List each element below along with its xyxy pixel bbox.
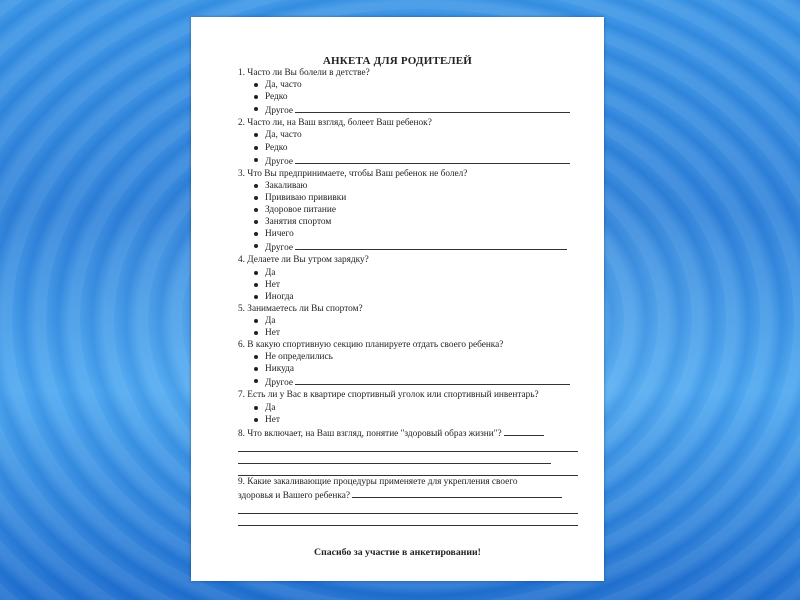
question-9-cont [238,488,578,502]
option-label: Редко [265,92,288,103]
bullet-icon [254,158,258,162]
option-item [238,103,578,117]
option-label: Да [265,402,276,413]
option-item [238,216,578,228]
option-label: Прививаю прививки [265,192,347,203]
bullet-icon [254,107,258,111]
bullet-icon [254,83,258,87]
option-label: Закаливаю [265,180,308,191]
option-label: Редко [265,142,288,153]
question-8 [238,426,578,440]
bullet-icon [254,355,258,359]
option-item [238,414,578,426]
option-item [238,129,578,141]
answer-line [504,426,544,436]
option-label: Другое [265,156,293,167]
thanks-note: Спасибо за участие в анкетировании! [314,547,481,558]
bullet-icon [254,271,258,275]
bullet-icon [254,406,258,410]
option-item [238,204,578,216]
answer-line [295,103,570,113]
option-item [238,180,578,192]
option-item [238,351,578,363]
option-item [238,240,578,254]
answer-line [295,154,570,164]
option-item [238,363,578,375]
bullet-icon [254,146,258,150]
question-9: 9. Какие закаливающие процедуры применяете для укрепления своего [238,477,518,488]
answer-line [238,464,578,476]
bullet-icon [254,244,258,248]
question-2: 2. Часто ли, на Ваш взгляд, болеет Ваш ребенок? [238,118,432,129]
option-item [238,279,578,291]
bullet-icon [254,379,258,383]
answer-line [238,514,578,526]
option-label: Нет [265,327,280,338]
option-label: Ничего [265,229,294,240]
option-label: Да [265,267,276,278]
bullet-icon [254,418,258,422]
option-item [238,192,578,204]
answer-line [238,502,578,514]
bullet-icon [254,208,258,212]
question-9-text2: здоровья и Вашего ребенка? [238,491,350,502]
option-label: Другое [265,106,293,117]
option-label: Да [265,315,276,326]
option-label: Да, часто [265,80,302,91]
bullet-icon [254,331,258,335]
answer-line [238,440,578,452]
answer-line [352,488,562,498]
question-6: 6. В какую спортивную секцию планируете отдать своего ребенка? [238,340,504,351]
option-label: Другое [265,378,293,389]
option-item [238,327,578,339]
questionnaire-body [238,67,578,526]
option-label: Иногда [265,291,294,302]
question-8-text: 8. Что включает, на Ваш взгляд, понятие "здоровый образ жизни"? [238,428,502,439]
option-label: Нет [265,414,280,425]
option-label: Занятия спортом [265,217,332,228]
option-label: Не определились [265,352,333,363]
option-item [238,291,578,303]
question-1: 1. Часто ли Вы болели в детстве? [238,68,370,78]
option-item [238,228,578,240]
question-4: 4. Делаете ли Вы утром зарядку? [238,255,369,266]
bullet-icon [254,133,258,137]
option-item [238,142,578,154]
questionnaire-page [191,17,604,581]
bullet-icon [254,95,258,99]
option-item [238,267,578,279]
bullet-icon [254,220,258,224]
option-label: Другое [265,243,293,254]
option-item [238,154,578,168]
option-label: Никуда [265,364,294,375]
answer-line [238,452,551,464]
option-item [238,91,578,103]
bullet-icon [254,367,258,371]
option-label: Здоровое питание [265,205,336,216]
page-title: АНКЕТА ДЛЯ РОДИТЕЛЕЙ [322,55,473,67]
question-3: 3. Что Вы предпринимаете, чтобы Ваш ребенок не болел? [238,168,468,179]
option-item [238,315,578,327]
bullet-icon [254,319,258,323]
option-label: Нет [265,279,280,290]
answer-line [295,240,567,250]
bullet-icon [254,295,258,299]
question-7: 7. Есть ли у Вас в квартире спортивный уголок или спортивный инвентарь? [238,390,539,401]
bullet-icon [254,196,258,200]
option-item [238,79,578,91]
question-5: 5. Занимаетесь ли Вы спортом? [238,303,363,314]
bullet-icon [254,283,258,287]
option-item [238,402,578,414]
option-label: Да, часто [265,130,302,141]
option-item [238,375,578,389]
answer-line [295,375,570,385]
bullet-icon [254,232,258,236]
bullet-icon [254,184,258,188]
